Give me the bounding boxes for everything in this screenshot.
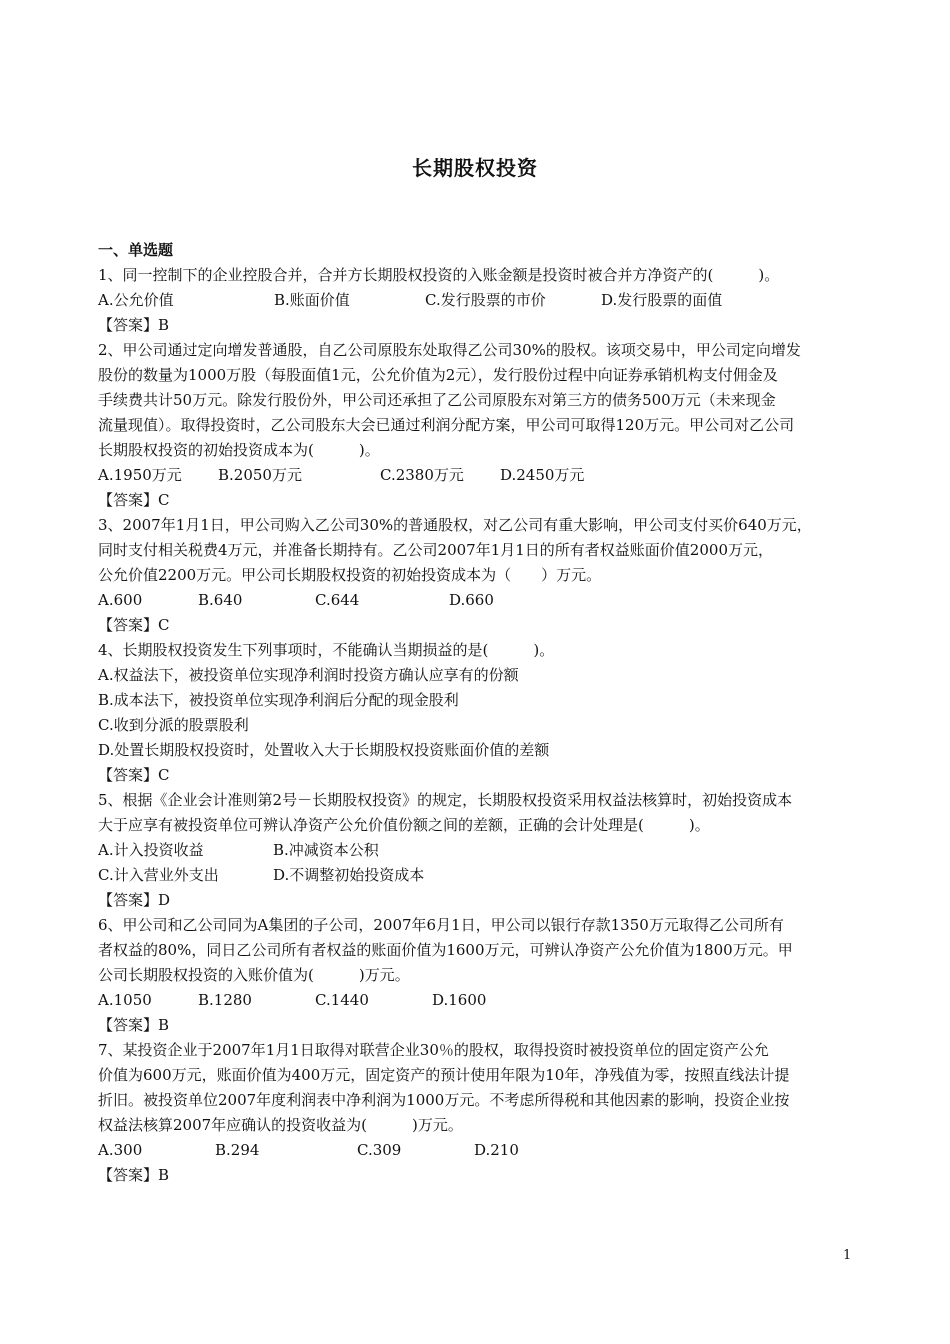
answer-line: 【答案】D: [98, 891, 171, 909]
question-text-line: 长期股权投资的初始投资成本为( )。: [98, 441, 380, 459]
question-7: [98, 1038, 858, 1188]
option: C.发行股票的市价: [425, 291, 546, 309]
option: C.1440: [315, 991, 369, 1009]
option: A.1050: [98, 991, 152, 1009]
options-row: [98, 838, 858, 863]
answer-line: 【答案】C: [98, 491, 170, 509]
option: D.处置长期股权投资时，处置收入大于长期股权投资账面价值的差额: [98, 741, 550, 759]
question-text-line: 者权益的80%，同日乙公司所有者权益的账面价值为1600万元，可辨认净资产公允价值为1800万元。甲: [98, 941, 793, 959]
question-text-line: 5、根据《企业会计准则第2号－长期股权投资》的规定，长期股权投资采用权益法核算时，初始投资成本: [98, 791, 793, 809]
option: A.公允价值: [98, 291, 174, 309]
question-text-line: 手续费共计50万元。除发行股份外，甲公司还承担了乙公司原股东对第三方的债务500万元（未来现金: [98, 391, 776, 409]
options-row: [98, 988, 858, 1013]
question-4: [98, 638, 858, 788]
question-text-line: 4、长期股权投资发生下列事项时，不能确认当期损益的是( )。: [98, 641, 555, 659]
option: B.冲减资本公积: [273, 841, 379, 859]
option: D.1600: [432, 991, 487, 1009]
question-text-line: 3、2007年1月1日，甲公司购入乙公司30%的普通股权，对乙公司有重大影响，甲公司支付买价640万元，: [98, 516, 812, 534]
options-row: [98, 688, 858, 713]
option: A.权益法下，被投资单位实现净利润时投资方确认应享有的份额: [98, 666, 519, 684]
option: C.计入营业外支出: [98, 866, 219, 884]
option: B.1280: [198, 991, 252, 1009]
option: D.210: [474, 1141, 519, 1159]
option: D.2450万元: [500, 466, 585, 484]
option: D.不调整初始投资成本: [273, 866, 425, 884]
option: A.1950万元: [98, 466, 182, 484]
question-list: [98, 238, 858, 1188]
question-3: [98, 513, 858, 638]
question-text-line: 同时支付相关税费4万元，并准备长期持有。乙公司2007年1月1日的所有者权益账面价值2000万元，: [98, 541, 773, 559]
question-6: [98, 913, 858, 1038]
document-title: 长期股权投资: [412, 156, 538, 180]
question-5: [98, 788, 858, 913]
option: B.294: [215, 1141, 260, 1159]
question-text-line: 7、某投资企业于2007年1月1日取得对联营企业30％的股权，取得投资时被投资单位的固定资产公允: [98, 1041, 769, 1059]
options-row: [98, 738, 858, 763]
question-1: [98, 263, 858, 338]
options-row: [98, 463, 858, 488]
option: C.收到分派的股票股利: [98, 716, 249, 734]
options-row: [98, 1138, 858, 1163]
question-text-line: 股份的数量为1000万股（每股面值1元，公允价值为2元），发行股份过程中向证券承销机构支付佣金及: [98, 366, 778, 384]
option: A.300: [98, 1141, 143, 1159]
option: B.账面价值: [274, 291, 350, 309]
option: A.600: [98, 591, 143, 609]
question-text-line: 大于应享有被投资单位可辨认净资产公允价值份额之间的差额，正确的会计处理是( )。: [98, 816, 710, 834]
option: C.2380万元: [380, 466, 464, 484]
question-text-line: 6、甲公司和乙公司同为A集团的子公司，2007年6月1日，甲公司以银行存款1350万元取得乙公司所有: [98, 916, 784, 934]
answer-line: 【答案】C: [98, 616, 170, 634]
question-2: [98, 338, 858, 513]
option: B.640: [198, 591, 243, 609]
question-text-line: 公司长期股权投资的入账价值为( )万元。: [98, 966, 410, 984]
question-text-line: 2、甲公司通过定向增发普通股，自乙公司原股东处取得乙公司30%的股权。该项交易中，甲公司定向增发: [98, 341, 801, 359]
option: D.发行股票的面值: [601, 291, 723, 309]
answer-line: 【答案】C: [98, 766, 170, 784]
page-number: 1: [843, 1248, 852, 1263]
option: B.成本法下，被投资单位实现净利润后分配的现金股利: [98, 691, 459, 709]
option: C.309: [357, 1141, 402, 1159]
question-text-line: 权益法核算2007年应确认的投资收益为( )万元。: [98, 1116, 463, 1134]
options-row: [98, 863, 858, 888]
option: D.660: [449, 591, 494, 609]
option: B.2050万元: [218, 466, 302, 484]
option: C.644: [315, 591, 360, 609]
answer-line: 【答案】B: [98, 1166, 170, 1184]
options-row: [98, 588, 858, 613]
options-row: [98, 288, 858, 313]
question-text-line: 公允价值2200万元。甲公司长期股权投资的初始投资成本为（ ）万元。: [98, 566, 602, 584]
options-row: [98, 713, 858, 738]
options-row: [98, 663, 858, 688]
answer-line: 【答案】B: [98, 1016, 170, 1034]
question-text-line: 流量现值）。取得投资时，乙公司股东大会已通过利润分配方案，甲公司可取得120万元。甲公司对乙公司: [98, 416, 795, 434]
section-heading: 一、单选题: [98, 241, 174, 259]
option: A.计入投资收益: [98, 841, 204, 859]
answer-line: 【答案】B: [98, 316, 170, 334]
question-text-line: 折旧。被投资单位2007年度利润表中净利润为1000万元。不考虑所得税和其他因素的影响，投资企业按: [98, 1091, 790, 1109]
question-text-line: 1、同一控制下的企业控股合并，合并方长期股权投资的入账金额是投资时被合并方净资产的( )。: [98, 266, 780, 284]
question-text-line: 价值为600万元，账面价值为400万元，固定资产的预计使用年限为10年，净残值为零，按照直线法计提: [98, 1066, 790, 1084]
